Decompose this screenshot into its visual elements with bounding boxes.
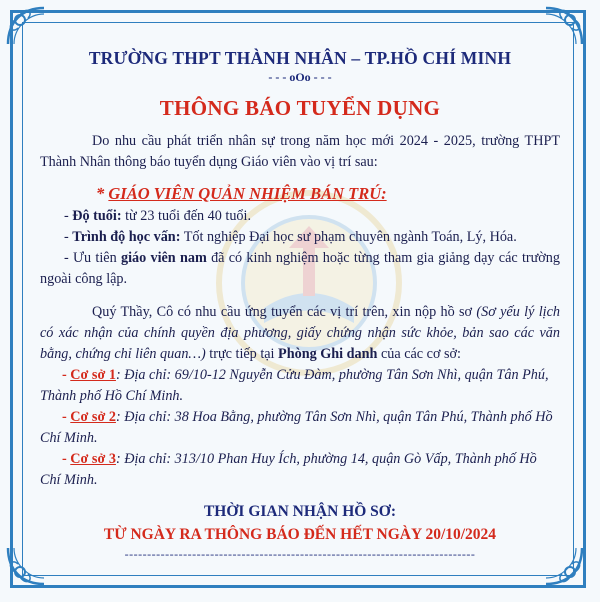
campus-3	[40, 449, 560, 491]
position-heading	[96, 183, 560, 204]
education-value: Tốt nghiệp Đại học sư phạm chuyên ngành Toán, Lý, Hóa.	[180, 229, 517, 245]
position-bullet: *	[96, 184, 109, 203]
apply-documents: (Sơ yếu lý lịch có xác nhận của chính quyền địa phương, giấy chứng nhận sức khỏe, bản sao các văn bằng, chứng chỉ liên quan…)	[40, 304, 561, 362]
priority-bold: giáo viên nam	[120, 250, 207, 266]
announcement-content	[40, 48, 560, 560]
campus-1-name: Cơ sở 1	[70, 367, 116, 383]
bottom-dashed-divider: ------------------------------------------------------------------------------	[124, 547, 476, 561]
deadline-label: THỜI GIAN NHẬN HỒ SƠ:	[203, 503, 397, 520]
apply-paragraph	[40, 302, 560, 365]
campus-2-name: Cơ sở 2	[70, 409, 116, 425]
campus-1	[40, 365, 560, 407]
priority-pre: Ưu tiên	[68, 250, 121, 266]
priority-post: đã có kinh nghiệm hoặc từng tham gia giảng dạy các trường ngoài công lập.	[40, 250, 560, 287]
position-name: GIÁO VIÊN QUẢN NHIỆM BÁN TRÚ:	[108, 184, 387, 203]
campus-2-address: : Địa chỉ: 38 Hoa Bằng, phường Tân Sơn Nhì, quận Tân Phú, Thành phố Hồ Chí Minh.	[40, 409, 553, 446]
intro-paragraph: Do nhu cầu phát triển nhân sự trong năm học mới 2024 - 2025, trường THPT Thành Nhân thông báo tuyển dụng Giáo viên vào vị trí sau:	[40, 133, 560, 170]
campus-3-name: Cơ sở 3	[70, 451, 116, 467]
campus-3-dash: -	[62, 451, 71, 467]
campus-1-dash: -	[62, 367, 71, 383]
campus-2-dash: -	[62, 409, 71, 425]
campus-3-address: : Địa chỉ: 313/10 Phan Huy Ích, phường 14, quận Gò Vấp, Thành phố Hồ Chí Minh.	[40, 451, 537, 488]
corner-ornament-icon	[542, 4, 586, 48]
apply-office: Phòng Ghi danh	[278, 346, 378, 362]
apply-text-1: Quý Thầy, Cô có nhu cầu ứng tuyển các vị trí trên, xin nộp hồ sơ	[92, 304, 477, 320]
school-name: TRƯỜNG THPT THÀNH NHÂN – TP.HỒ CHÍ MINH	[88, 48, 512, 68]
requirement-priority: - Ưu tiên giáo viên nam đã có kinh nghiệm hoặc từng tham gia giảng dạy các trường ngoài công lập.	[40, 250, 560, 287]
campus-1-address: : Địa chỉ: 69/10-12 Nguyễn Cửu Đàm, phường Tân Sơn Nhì, quận Tân Phú, Thành phố Hồ Chí Minh.	[40, 367, 549, 404]
requirement-education: - Trình độ học vấn: Tốt nghiệp Đại học sư phạm chuyên ngành Toán, Lý, Hóa.	[64, 229, 517, 245]
corner-ornament-icon	[4, 4, 48, 48]
campus-2	[40, 407, 560, 449]
requirement-age: - Độ tuổi: từ 23 tuổi đến 40 tuổi.	[64, 208, 252, 224]
apply-text-2: trực tiếp tại	[205, 346, 279, 362]
apply-text-3: của các cơ sở:	[377, 346, 461, 362]
age-label: Độ tuổi:	[72, 208, 122, 224]
deadline-value: TỪ NGÀY RA THÔNG BÁO ĐẾN HẾT NGÀY 20/10/2024	[103, 526, 497, 543]
age-value: từ 23 tuổi đến 40 tuổi.	[121, 208, 252, 224]
announcement-title: THÔNG BÁO TUYỂN DỤNG	[159, 96, 441, 120]
header-ornament: - - - oOo - - -	[268, 70, 332, 84]
education-label: Trình độ học vấn:	[72, 229, 181, 245]
